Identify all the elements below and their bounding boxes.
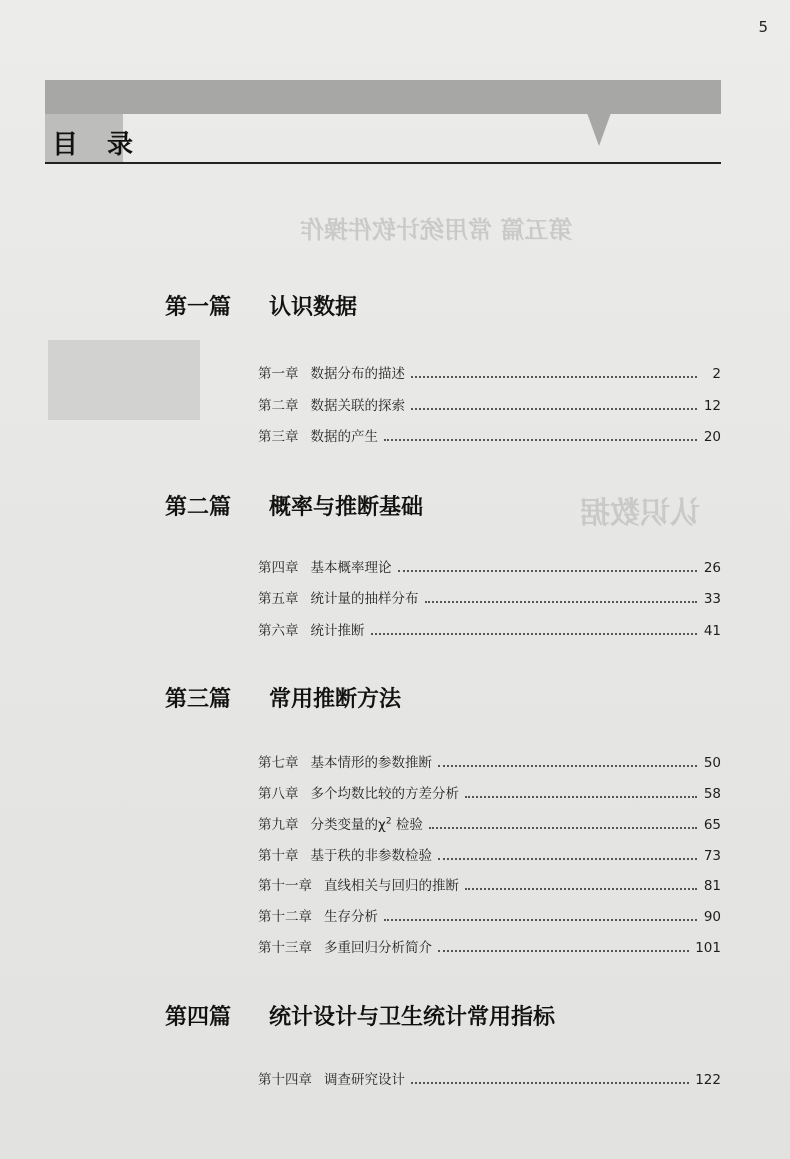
chapter-number: 第九章 (258, 817, 299, 833)
chapter-page: 58 (703, 786, 721, 802)
dot-leader (398, 570, 698, 572)
chapter-page: 90 (703, 909, 721, 925)
chapter-title (311, 813, 423, 833)
toc-entry[interactable] (258, 556, 721, 576)
chapter-title: 统计推断 (310, 623, 365, 639)
part-number: 第二篇 (165, 495, 232, 520)
superscript: 2 (385, 816, 392, 827)
dot-leader (411, 1082, 689, 1084)
chapter-page: 41 (703, 623, 721, 639)
chapter-title: 基本情形的参数推断 (310, 755, 432, 771)
chapter-title: 多个均数比较的方差分析 (310, 786, 459, 802)
dot-leader (384, 919, 697, 921)
part-title: 认识数据 (269, 295, 358, 320)
chapter-title: 数据的产生 (310, 429, 378, 445)
part-heading (165, 290, 357, 321)
dot-leader (371, 633, 698, 635)
dot-leader (465, 888, 697, 890)
toc-entry[interactable] (258, 362, 721, 382)
chapter-title: 直线相关与回归的推断 (324, 878, 459, 894)
bleed-through-block (48, 340, 200, 420)
toc-entry[interactable] (258, 751, 721, 771)
chapter-page: 12 (703, 398, 721, 414)
chapter-title-suffix: 检验 (395, 817, 423, 833)
toc-entry[interactable] (258, 619, 721, 639)
part-heading (165, 682, 401, 713)
toc-entry[interactable] (258, 587, 721, 607)
chapter-page: 26 (703, 560, 721, 576)
dot-leader (411, 376, 697, 378)
toc-entry[interactable] (258, 844, 721, 864)
chapter-page: 101 (695, 940, 721, 956)
part-title: 统计设计与卫生统计常用指标 (269, 1005, 556, 1030)
chapter-title: 统计量的抽样分布 (310, 591, 419, 607)
dot-leader (411, 408, 697, 410)
chapter-number: 第八章 (258, 786, 299, 802)
chapter-title: 生存分析 (324, 909, 378, 925)
dot-leader (425, 601, 698, 603)
toc-entry[interactable] (258, 782, 721, 802)
chapter-title: 多重回归分析简介 (324, 940, 432, 956)
toc-entry[interactable] (258, 1068, 721, 1088)
chapter-page: 33 (703, 591, 721, 607)
chapter-number: 第三章 (258, 429, 299, 445)
chapter-number: 第十一章 (258, 878, 312, 894)
toc-rule (45, 162, 721, 164)
toc-entry[interactable] (258, 394, 721, 414)
chapter-number: 第七章 (258, 755, 299, 771)
chapter-number: 第二章 (258, 398, 299, 414)
chapter-number: 第十四章 (258, 1072, 312, 1088)
toc-entry[interactable] (258, 813, 721, 833)
dot-leader (429, 827, 697, 829)
toc-entry[interactable] (258, 874, 721, 894)
page-number: 5 (758, 18, 768, 36)
chapter-page: 2 (712, 366, 721, 382)
chapter-number: 第十三章 (258, 940, 312, 956)
chapter-number: 第十二章 (258, 909, 312, 925)
dot-leader (438, 950, 689, 952)
chapter-number: 第六章 (258, 623, 299, 639)
chapter-title-text: 分类变量的χ (310, 817, 386, 833)
chapter-title: 基本概率理论 (310, 560, 392, 576)
dot-leader (465, 796, 697, 798)
chapter-page: 122 (695, 1072, 721, 1088)
dot-leader (384, 439, 697, 441)
chapter-title: 基于秩的非参数检验 (310, 848, 432, 864)
part-heading (165, 1000, 555, 1031)
chapter-number: 第十章 (258, 848, 299, 864)
part-title: 概率与推断基础 (269, 495, 424, 520)
dot-leader (438, 765, 697, 767)
toc-entry[interactable] (258, 936, 721, 956)
part-number: 第三篇 (165, 687, 232, 712)
chapter-title: 调查研究设计 (324, 1072, 405, 1088)
bleed-through-text: 认识数据 (580, 496, 700, 531)
bleed-through-text: 第五篇 常用统计软件操作 (300, 216, 573, 244)
chapter-page: 20 (703, 429, 721, 445)
chapter-page: 81 (703, 878, 721, 894)
toc-entry[interactable] (258, 905, 721, 925)
chapter-page: 50 (703, 755, 721, 771)
part-heading (165, 490, 423, 521)
chapter-number: 第一章 (258, 366, 299, 382)
banner-notch (575, 80, 623, 146)
chapter-number: 第四章 (258, 560, 299, 576)
dot-leader (438, 858, 697, 860)
part-number: 第四篇 (165, 1005, 232, 1030)
chapter-title: 数据关联的探索 (310, 398, 405, 414)
toc-title: 目 录 (52, 130, 144, 160)
chapter-page: 73 (703, 848, 721, 864)
part-title: 常用推断方法 (269, 687, 402, 712)
chapter-number: 第五章 (258, 591, 299, 607)
part-number: 第一篇 (165, 295, 232, 320)
toc-entry[interactable] (258, 425, 721, 445)
chapter-title: 数据分布的描述 (310, 366, 405, 382)
chapter-page: 65 (703, 817, 721, 833)
